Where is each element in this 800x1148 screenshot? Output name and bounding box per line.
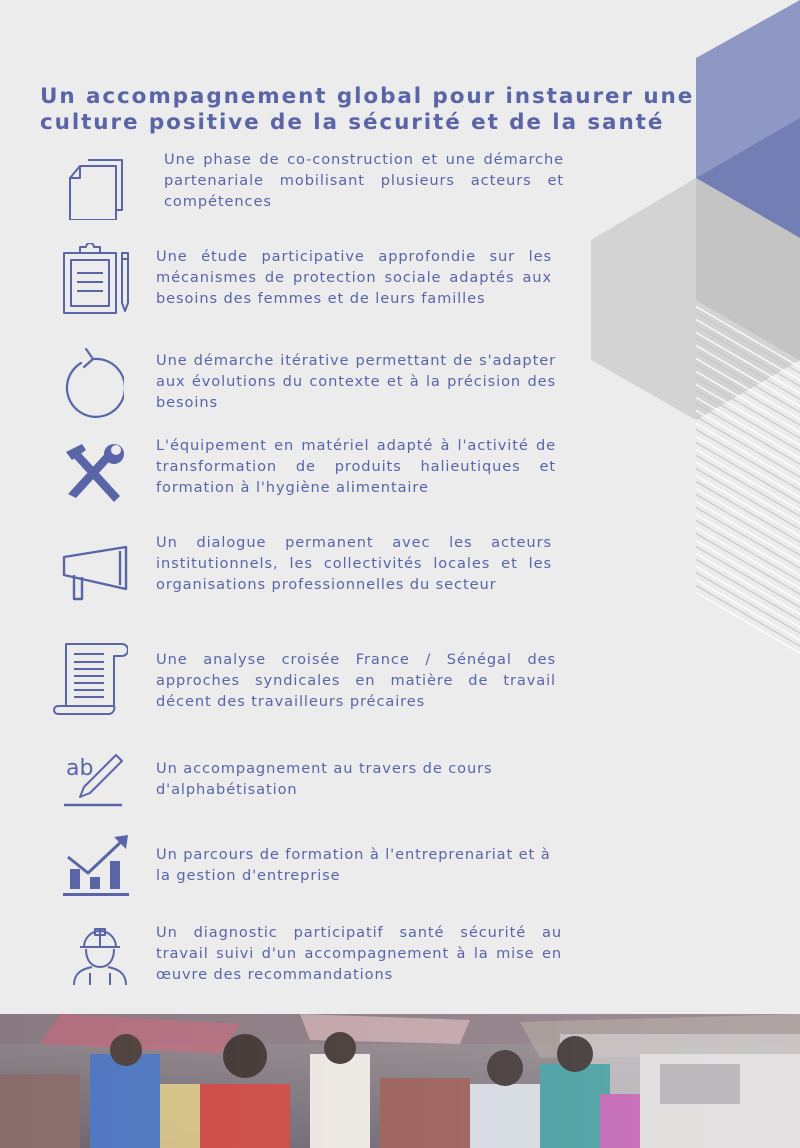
list-item: [0, 650, 600, 720]
item-text: Un diagnostic participatif santé sécurité au travail suivi d'un accompagnement à la mise en œuvre des recommandations: [156, 924, 562, 983]
scroll-icon: [52, 642, 128, 718]
list-item: [0, 150, 600, 230]
megaphone-icon: [62, 545, 128, 601]
item-text: Un parcours de formation à l'entreprenariat et à la gestion d'entreprise: [156, 846, 551, 884]
title-line-2: culture positive de la sécurité et de la santé: [40, 110, 665, 135]
list-item: [0, 923, 600, 993]
worker-helmet-icon: [72, 927, 132, 985]
page-title: [40, 84, 720, 136]
item-text: Une démarche itérative permettant de s'adapter aux évolutions du contexte et à la précision des besoins: [156, 352, 556, 411]
item-text: Un dialogue permanent avec les acteurs institutionnels, les collectivités locales et les organisations professionnelles du secteur: [156, 534, 552, 593]
list-item: [0, 756, 600, 819]
growth-chart-icon: [62, 833, 130, 899]
writing-icon: [62, 751, 124, 811]
tools-icon: [62, 442, 126, 504]
ab-glyph: ab: [66, 756, 94, 781]
title-line-1: Un accompagnement global pour instaurer une: [40, 84, 695, 109]
item-text: Une phase de co-construction et une démarche partenariale mobilisant plusieurs acteurs et compétences: [164, 151, 564, 210]
documents-icon: [66, 154, 126, 220]
item-text: Un accompagnement au travers de cours d'alphabétisation: [156, 760, 493, 798]
item-text: Une analyse croisée France / Sénégal des approches syndicales en matière de travail décent des travailleurs précaires: [156, 651, 556, 710]
list-item: [0, 436, 600, 526]
list-item: [0, 351, 600, 421]
clipboard-icon: [62, 243, 130, 315]
list-item: [0, 247, 600, 335]
market-crowd-photo: [0, 1014, 800, 1148]
refresh-icon: [60, 343, 124, 419]
item-text: Une étude participative approfondie sur les mécanismes de protection sociale adaptés aux besoins des femmes et de leurs familles: [156, 248, 552, 307]
list-item: [0, 845, 600, 905]
item-text: L'équipement en matériel adapté à l'activité de transformation de produits halieutiques et formation à l'hygiène alimentaire: [156, 437, 556, 496]
list-item: [0, 533, 600, 623]
